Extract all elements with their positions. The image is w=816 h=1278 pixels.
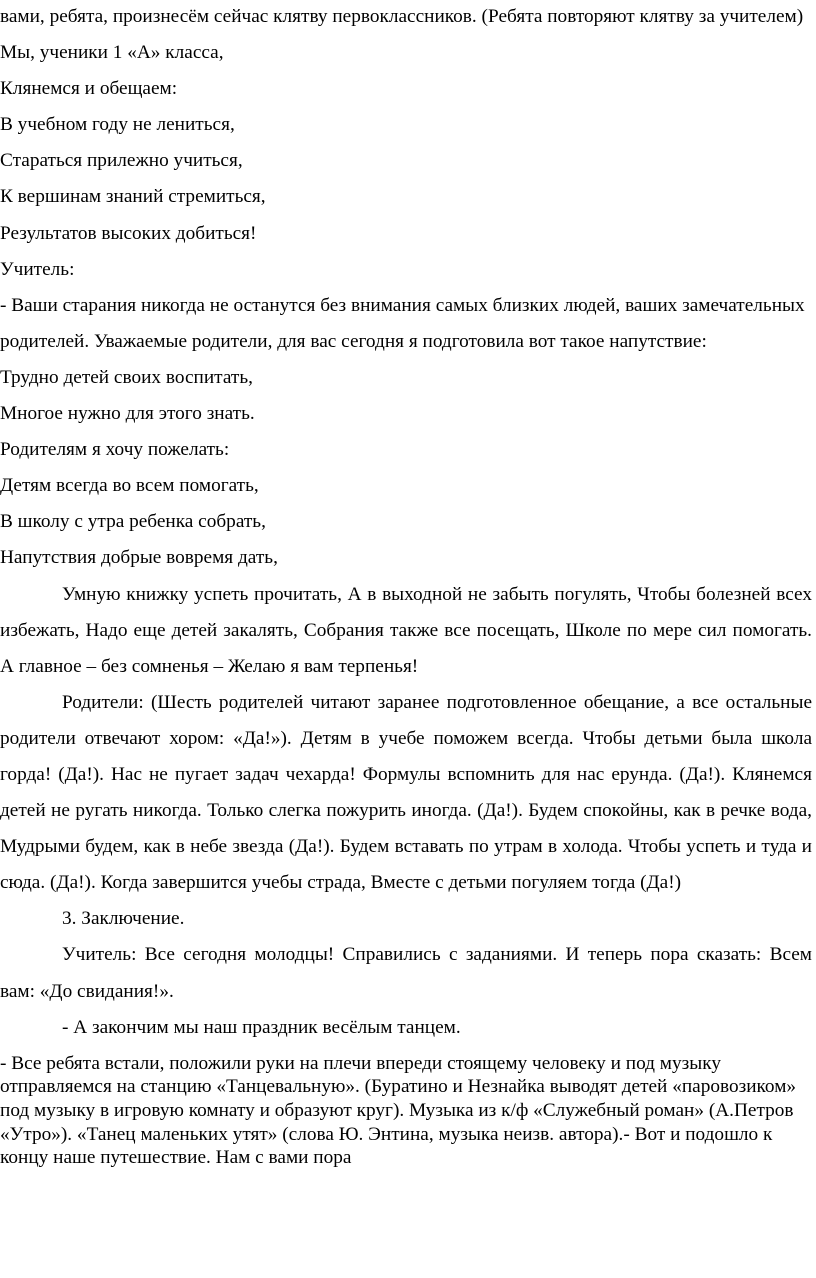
section-heading-conclusion: 3. Заключение.: [62, 908, 185, 930]
oath-line-6: Результатов высоких добиться!: [0, 222, 257, 244]
paragraph-dance-description: - Все ребята встали, положили руки на плечи впереди стоящему человеку и под музыку отправляемся на станцию «Танцевальную». (Буратино и Незнайка выводят детей «паровозиком» под музыку в игровую комнату и образуют круг). Музыка из к/ф «Служебный роман» (А.Петров «Утро»). «Танец маленьких утят» (слова Ю. Энтина, музыка неизв. автора).- Вот и подошло к концу наше путешествие. Нам с вами пора: [0, 1052, 797, 1169]
oath-line-3: В учебном году не лениться,: [0, 114, 235, 136]
paragraph-parents-address: - Ваши старания никогда не останутся без внимания самых близких людей, ваших замечательных родителей. Уважаемые родители, для вас сегодня я подготовила вот такое напутствие:: [0, 294, 805, 352]
oath-line-1: Мы, ученики 1 «А» класса,: [0, 42, 224, 64]
poem-line-3: Родителям я хочу пожелать:: [0, 439, 230, 461]
paragraph-dance-intro: - А закончим мы наш праздник весёлым танцем.: [62, 1016, 461, 1038]
poem-line-5: В школу с утра ребенка собрать,: [0, 511, 266, 533]
oath-line-2: Клянемся и обещаем:: [0, 78, 178, 100]
poem-line-2: Многое нужно для этого знать.: [0, 403, 255, 425]
paragraph-poem-continuation: Умную книжку успеть прочитать, А в выходной не забыть погулять, Чтобы болезней всех избежать, Надо еще детей закалять, Собрания также все посещать, Школе по мере сил помогать. А главное – без сомненья – Желаю я вам терпенья!: [0, 583, 812, 677]
poem-line-1: Трудно детей своих воспитать,: [0, 366, 253, 388]
paragraph-parents-promise: Родители: (Шесть родителей читают заранее подготовленное обещание, а все остальные родители отвечают хором: «Да!»). Детям в учебе поможем всегда. Чтобы детьми была школа горда! (Да!). Нас не пугает задач чехарда! Формулы вспомнить для нас ерунда. (Да!). Клянемся детей не ругать никогда. Только слегка пожурить иногда. (Да!). Будем спокойны, как в речке вода, Мудрыми будем, как в небе звезда (Да!). Будем вставать по утрам в холода. Чтобы успеть и туда и сюда. (Да!). Когда завершится учебы страда, Вместе с детьми погуляем тогда (Да!): [0, 691, 812, 894]
speaker-teacher: Учитель:: [0, 258, 75, 280]
oath-line-5: К вершинам знаний стремиться,: [0, 186, 266, 208]
paragraph-teacher-goodbye: Учитель: Все сегодня молодцы! Справились с заданиями. И теперь пора сказать: Всем вам: «До свидания!».: [0, 944, 812, 1002]
poem-line-4: Детям всегда во всем помогать,: [0, 475, 259, 497]
oath-line-4: Стараться прилежно учиться,: [0, 150, 243, 172]
paragraph-oath-intro: вами, ребята, произнесём сейчас клятву первоклассников. (Ребята повторяют клятву за учителем): [0, 6, 804, 27]
poem-line-6: Напутствия добрые вовремя дать,: [0, 547, 278, 569]
